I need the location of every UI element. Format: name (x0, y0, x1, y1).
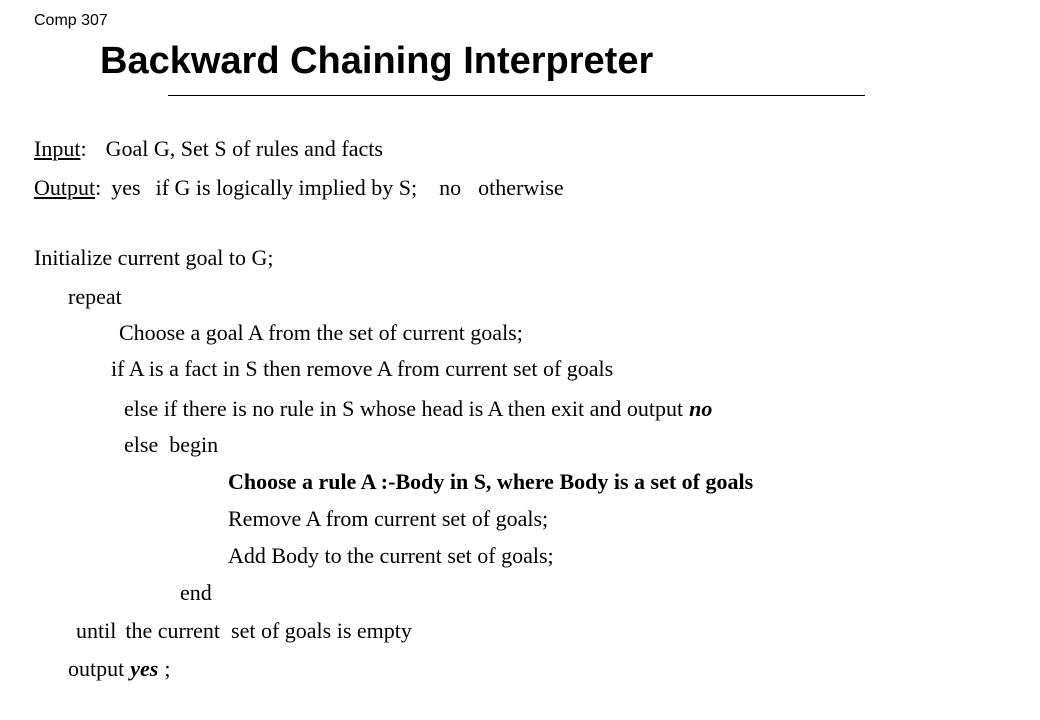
end-line: end (180, 580, 212, 605)
output-colon: : (95, 175, 102, 200)
title-divider (168, 95, 865, 96)
output-yes: yes (111, 175, 141, 200)
else-begin-line: else begin (124, 432, 219, 457)
output-condition: if G is logically implied by S; (155, 175, 418, 200)
course-label: Comp 307 (34, 12, 108, 29)
input-label: Input (34, 136, 81, 161)
until-keyword: until (76, 618, 117, 643)
add-body-line: Add Body to the current set of goals; (228, 543, 554, 568)
output-line (34, 175, 564, 201)
input-text: Goal G, Set S of rules and facts (105, 136, 383, 161)
else-if-no: no (689, 396, 713, 421)
until-text: the current set of goals is empty (125, 618, 412, 643)
input-line (34, 136, 383, 162)
if-fact-line: if A is a fact in S then remove A from current set of goals (111, 356, 614, 381)
until-line (76, 618, 412, 644)
input-colon: : (80, 136, 87, 161)
else-if-line (124, 396, 712, 422)
repeat-line: repeat (68, 284, 122, 309)
init-line: Initialize current goal to G; (34, 245, 274, 270)
choose-rule-line: Choose a rule A :-Body in S, where Body is a set of goals (228, 469, 754, 494)
final-semicolon: ; (164, 656, 171, 681)
choose-goal-line: Choose a goal A from the set of current goals; (119, 320, 523, 345)
output-yes-line (68, 656, 170, 682)
remove-goal-line: Remove A from current set of goals; (228, 506, 549, 531)
final-yes: yes (130, 656, 159, 681)
output-no: no (439, 175, 462, 200)
else-if-text: else if there is no rule in S whose head is A then exit and output (124, 396, 684, 421)
output-otherwise: otherwise (478, 175, 564, 200)
slide-title: Backward Chaining Interpreter (100, 40, 654, 82)
output-label: Output (34, 175, 96, 200)
output-keyword: output (68, 656, 125, 681)
